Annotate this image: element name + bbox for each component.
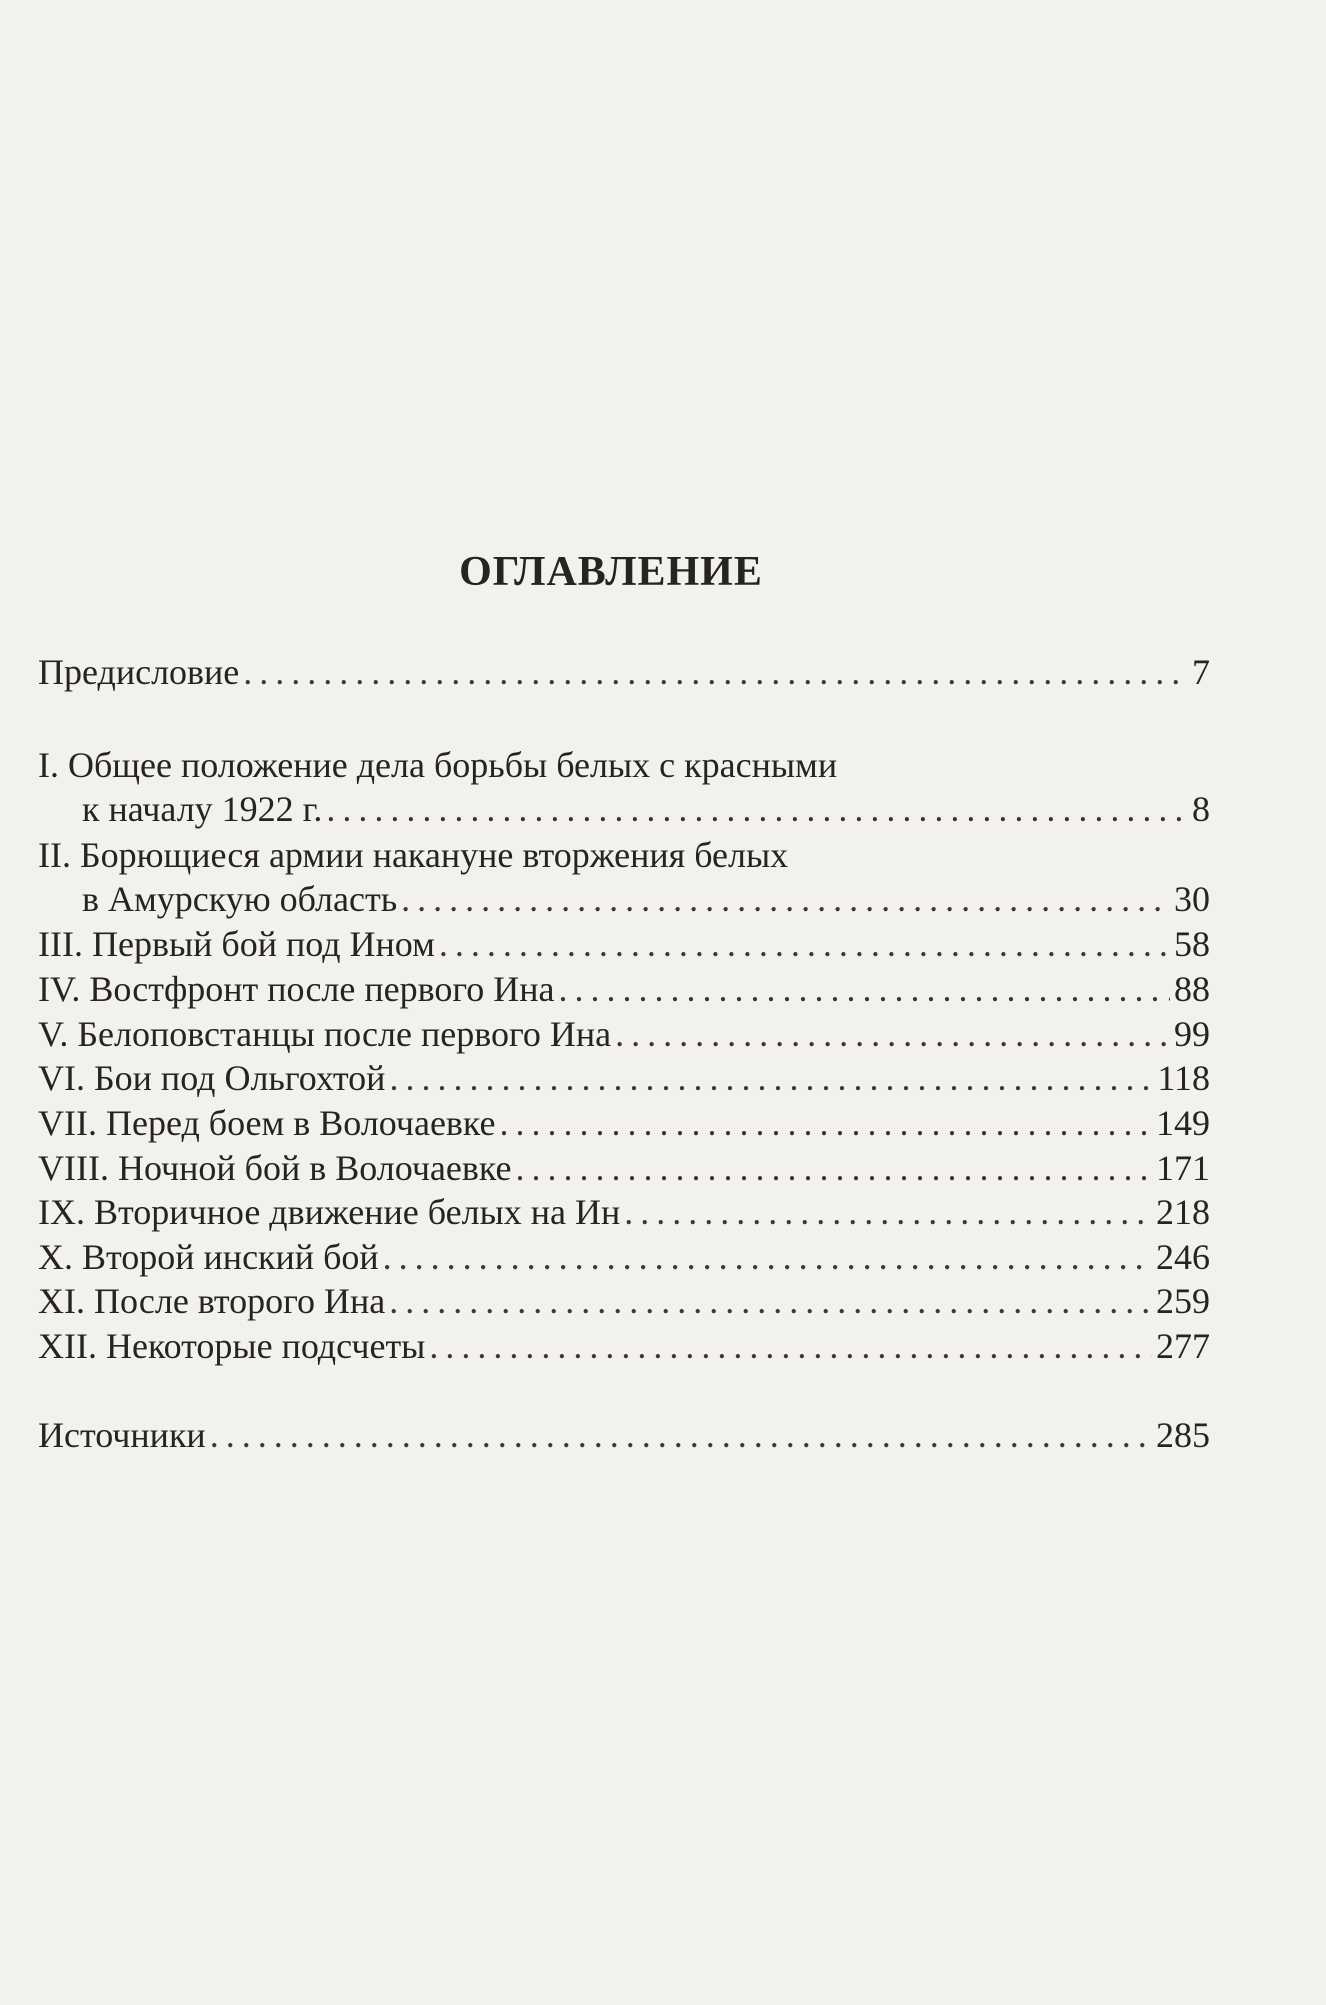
toc-entry-chapter-9 [38, 1190, 1210, 1234]
toc-entry-chapter-6 [38, 1056, 1210, 1100]
toc-entry-title: XII. Некоторые подсчеты [38, 1326, 426, 1366]
toc-line [38, 967, 1210, 1011]
toc-page-number: 246 [1156, 1237, 1210, 1277]
toc-line [38, 1056, 1210, 1100]
dot-leader [624, 1190, 1152, 1234]
toc-line [38, 833, 1210, 877]
dot-leader [500, 1101, 1153, 1145]
toc-page-number: 118 [1157, 1058, 1210, 1098]
toc-line [38, 743, 1210, 787]
toc-page-number: 171 [1156, 1148, 1210, 1188]
dot-leader [558, 967, 1170, 1011]
toc-line-continuation [38, 787, 1210, 831]
toc-entry-title: XI. После второго Ина [38, 1281, 386, 1321]
toc-page-number: 285 [1156, 1415, 1210, 1455]
dot-leader [615, 1012, 1170, 1056]
toc-line [38, 650, 1210, 694]
dot-leader [439, 922, 1170, 966]
toc-entry-chapter-1 [38, 743, 1210, 831]
toc-page-number: 99 [1174, 1014, 1210, 1054]
dot-leader [326, 787, 1188, 831]
toc-entry-sources [38, 1413, 1210, 1457]
toc-entry-title-continuation: к началу 1922 г. [82, 789, 323, 829]
toc-entry-title: II. Борющиеся армии накануне вторжения белых [38, 835, 789, 875]
toc-line [38, 1235, 1210, 1279]
toc-entry-title: Предисловие [38, 652, 240, 692]
dot-leader [429, 1324, 1152, 1368]
toc-entry-title: I. Общее положение дела борьбы белых с красными [38, 745, 838, 785]
dot-leader [389, 1279, 1152, 1323]
toc-page-number: 218 [1156, 1192, 1210, 1232]
toc-line [38, 1413, 1210, 1457]
toc-line-continuation [38, 877, 1210, 921]
toc-entry-chapter-10 [38, 1235, 1210, 1279]
dot-leader [210, 1413, 1152, 1457]
toc-entry-chapter-4 [38, 967, 1210, 1011]
toc-entry-chapter-11 [38, 1279, 1210, 1323]
toc-entry-chapter-8 [38, 1146, 1210, 1190]
toc-entry-title: IX. Вторичное движение белых на Ин [38, 1192, 621, 1232]
toc-entry-title: X. Второй инский бой [38, 1237, 379, 1277]
toc-entry-preface [38, 650, 1210, 694]
toc-page-number: 58 [1174, 924, 1210, 964]
dot-leader [243, 650, 1188, 694]
page-title: ОГЛАВЛЕНИЕ [459, 549, 763, 595]
toc-page-number: 7 [1192, 652, 1210, 692]
toc-page-number: 8 [1192, 789, 1210, 829]
toc-entry-chapter-7 [38, 1101, 1210, 1145]
toc-entry-title: VIII. Ночной бой в Волочаевке [38, 1148, 512, 1188]
toc-entry-title: III. Первый бой под Ином [38, 924, 435, 964]
dot-leader [515, 1146, 1152, 1190]
toc-line [38, 1279, 1210, 1323]
toc-line [38, 1012, 1210, 1056]
toc-entry-title-continuation: в Амурскую область [82, 879, 398, 919]
toc-page-number: 277 [1156, 1326, 1210, 1366]
toc-page-number: 30 [1174, 879, 1210, 919]
toc-line [38, 1101, 1210, 1145]
toc-entry-chapter-5 [38, 1012, 1210, 1056]
toc-entry-title: V. Белоповстанцы после первого Ина [38, 1014, 612, 1054]
toc-entry-title: IV. Востфронт после первого Ина [38, 969, 555, 1009]
toc-page-number: 259 [1156, 1281, 1210, 1321]
toc-entry-chapter-3 [38, 922, 1210, 966]
dot-leader [383, 1235, 1152, 1279]
toc-line [38, 922, 1210, 966]
toc-line [38, 1324, 1210, 1368]
toc-entry-chapter-2 [38, 833, 1210, 921]
toc-page-number: 149 [1156, 1103, 1210, 1143]
toc-line [38, 1146, 1210, 1190]
dot-leader [389, 1056, 1153, 1100]
toc-entry-title: VI. Бои под Ольгохтой [38, 1058, 386, 1098]
toc-entry-chapter-12 [38, 1324, 1210, 1368]
toc-entry-title: VII. Перед боем в Волочаевке [38, 1103, 496, 1143]
dot-leader [401, 877, 1170, 921]
toc-page-number: 88 [1174, 969, 1210, 1009]
toc-entry-title: Источники [38, 1415, 206, 1455]
toc-line [38, 1190, 1210, 1234]
